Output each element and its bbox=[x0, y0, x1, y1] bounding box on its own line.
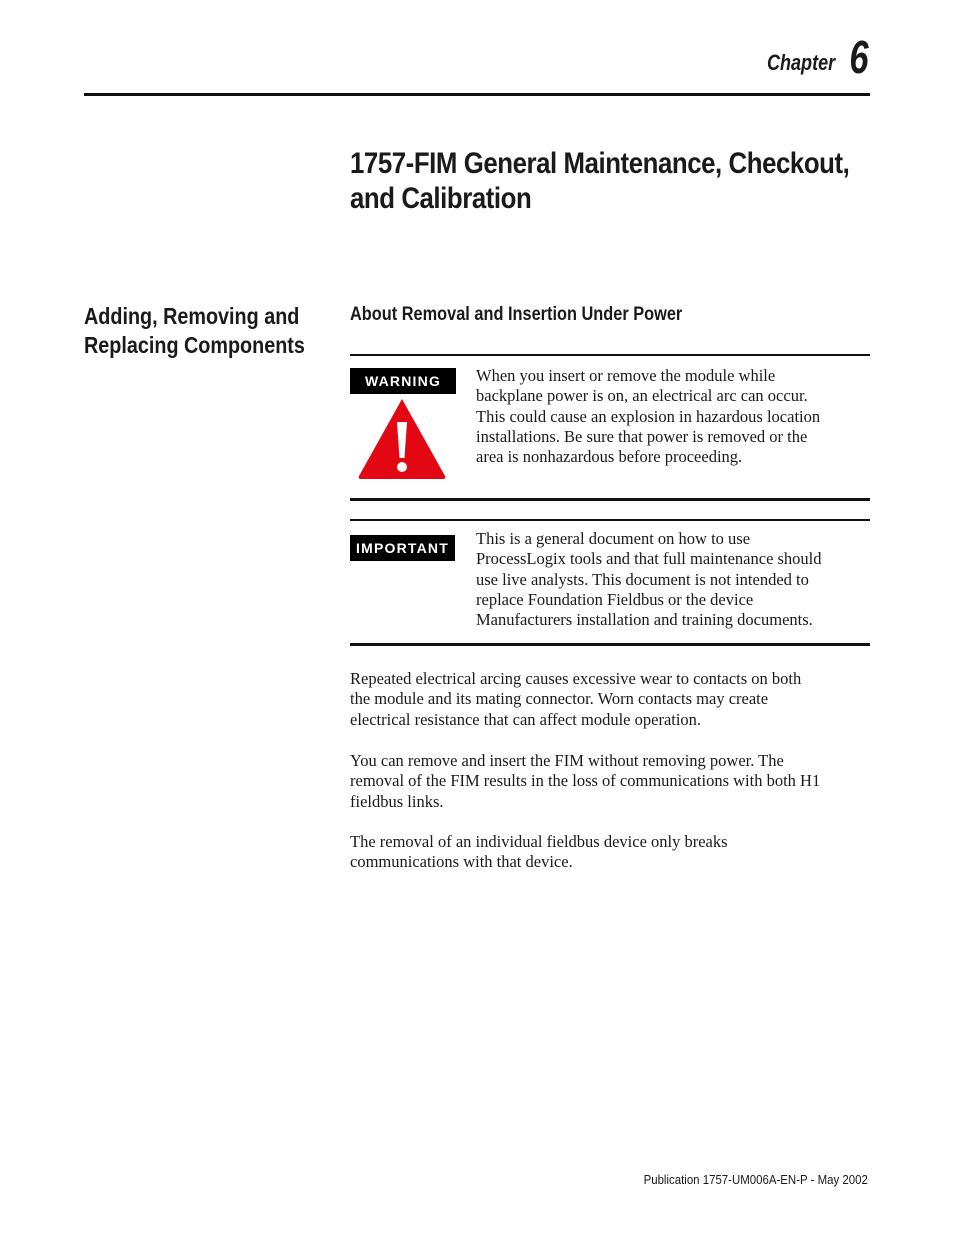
publication-footer: Publication 1757-UM006A-EN-P - May 2002 bbox=[643, 1172, 868, 1187]
paragraph-line: fieldbus links. bbox=[350, 791, 444, 811]
subsection-heading: About Removal and Insertion Under Power bbox=[350, 304, 683, 325]
paragraph-line: communications with that device. bbox=[350, 852, 573, 872]
warning-text-line: This could cause an explosion in hazardous location bbox=[476, 406, 821, 426]
paragraph-line: You can remove and insert the FIM without removing power. The bbox=[350, 751, 784, 770]
important-text-line: ProcessLogix tools and that full maintenance should bbox=[476, 549, 822, 569]
warning-text bbox=[476, 366, 870, 467]
page-title-line: and Calibration bbox=[350, 182, 532, 215]
warning-text-line: When you insert or remove the module while bbox=[476, 366, 776, 385]
important-text bbox=[476, 529, 870, 630]
section-heading bbox=[84, 302, 342, 360]
important-text-line: use live analysts. This document is not intended to bbox=[476, 569, 809, 589]
page-title bbox=[350, 146, 850, 216]
header-rule bbox=[84, 93, 870, 96]
warning-label: WARNING bbox=[350, 368, 456, 394]
important-text-line: replace Foundation Fieldbus or the device bbox=[476, 589, 754, 609]
important-label: IMPORTANT bbox=[350, 535, 455, 561]
important-text-line: Manufacturers installation and training documents. bbox=[476, 610, 813, 630]
page-title-line: 1757-FIM General Maintenance, Checkout, bbox=[350, 147, 850, 180]
warning-triangle-icon bbox=[357, 396, 447, 480]
body-paragraph bbox=[350, 832, 875, 873]
important-text-line: This is a general document on how to use bbox=[476, 529, 751, 548]
warning-notice bbox=[350, 354, 870, 501]
paragraph-line: The removal of an individual fieldbus device only breaks bbox=[350, 832, 728, 851]
paragraph-line: the module and its mating connector. Worn contacts may create bbox=[350, 689, 769, 709]
paragraph-line: electrical resistance that can affect module operation. bbox=[350, 709, 702, 729]
warning-text-line: area is nonhazardous before proceeding. bbox=[476, 447, 743, 467]
chapter-number: 6 bbox=[849, 31, 869, 83]
warning-text-line: backplane power is on, an electrical arc can occur. bbox=[476, 386, 808, 406]
body-paragraph bbox=[350, 669, 875, 730]
warning-text-line: installations. Be sure that power is removed or the bbox=[476, 426, 808, 446]
important-notice bbox=[350, 519, 870, 646]
paragraph-line: removal of the FIM results in the loss of communications with both H1 bbox=[350, 771, 821, 791]
chapter-header bbox=[752, 31, 869, 83]
paragraph-line: Repeated electrical arcing causes excessive wear to contacts on both bbox=[350, 669, 802, 688]
section-heading-line: Replacing Components bbox=[84, 332, 305, 358]
chapter-label: Chapter bbox=[767, 50, 836, 75]
section-heading-line: Adding, Removing and bbox=[84, 303, 300, 329]
body-paragraph bbox=[350, 751, 875, 812]
